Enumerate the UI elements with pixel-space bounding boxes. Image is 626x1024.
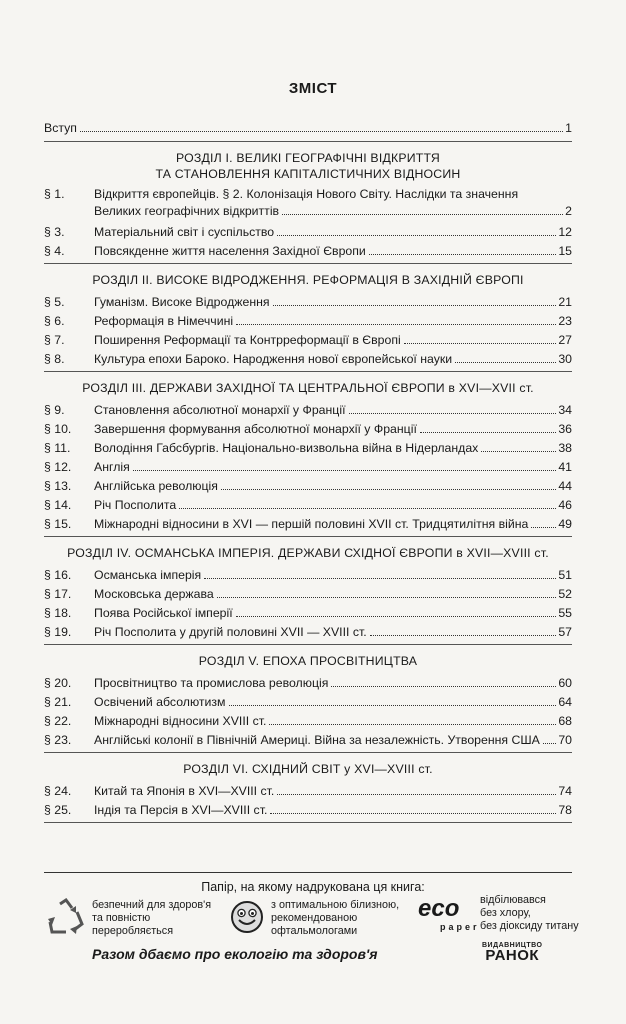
toc-page-number: 38 bbox=[558, 441, 572, 455]
info-line: офтальмологами bbox=[271, 925, 358, 937]
toc-entry-title: Англія bbox=[94, 460, 130, 474]
toc-entry-title: Річ Посполита у другій половині XVII — XVIII ст. bbox=[94, 625, 367, 639]
toc-entry-title: Англійські колонії в Північній Америці. Війна за незалежність. Утворення США bbox=[94, 733, 540, 747]
toc-page-number: 74 bbox=[558, 784, 572, 798]
toc-entry[interactable] bbox=[44, 241, 572, 260]
dot-leader bbox=[229, 705, 557, 706]
toc-entry[interactable] bbox=[44, 711, 572, 730]
section-heading-line: РОЗДІЛ І. ВЕЛИКІ ГЕОГРАФІЧНІ ВІДКРИТТЯ bbox=[175, 151, 441, 165]
toc-entry[interactable] bbox=[44, 781, 572, 800]
dot-leader bbox=[282, 214, 563, 215]
page-title: ЗМІСТ bbox=[288, 80, 338, 97]
section-heading bbox=[44, 545, 572, 561]
divider bbox=[44, 536, 572, 537]
dot-leader bbox=[179, 508, 556, 509]
toc-page-number: 1 bbox=[565, 121, 572, 135]
dot-leader bbox=[217, 597, 557, 598]
toc-page-number: 68 bbox=[558, 714, 572, 728]
info-line: переробляється bbox=[92, 925, 174, 937]
paragraph-number: § 6. bbox=[44, 314, 65, 328]
paragraph-number: § 1. bbox=[44, 187, 65, 201]
divider bbox=[44, 822, 572, 823]
toc-entry-title: Відкриття європейців. § 2. Колонізація Нового Світу. Наслідки та значення bbox=[94, 187, 519, 201]
toc-page-number: 51 bbox=[558, 568, 572, 582]
toc-entry-title: Китай та Японія в XVI—XVIII ст. bbox=[94, 784, 275, 798]
dot-leader bbox=[273, 305, 557, 306]
dot-leader bbox=[270, 813, 556, 814]
toc-entry[interactable] bbox=[44, 476, 572, 495]
section-heading-line: РОЗДІЛ IV. ОСМАНСЬКА ІМПЕРІЯ. ДЕРЖАВИ СХІДНОЇ ЄВРОПИ в XVII—XVIII ст. bbox=[67, 546, 549, 560]
divider bbox=[44, 644, 572, 645]
toc-entry-title: Англійська революція bbox=[94, 479, 218, 493]
toc-entry[interactable] bbox=[44, 400, 572, 419]
table-of-contents bbox=[44, 118, 572, 823]
dot-leader bbox=[269, 724, 556, 725]
info-line: безпечний для здоров'я bbox=[92, 899, 212, 911]
section-heading-line: РОЗДІЛ V. ЕПОХА ПРОСВІТНИЦТВА bbox=[198, 654, 418, 668]
paragraph-number: § 9. bbox=[44, 403, 65, 417]
paragraph-number: § 8. bbox=[44, 352, 65, 366]
paragraph-number: § 10. bbox=[44, 422, 72, 436]
paragraph-number: § 7. bbox=[44, 333, 65, 347]
footer-divider bbox=[44, 872, 572, 873]
toc-entry-intro[interactable] bbox=[44, 118, 572, 137]
toc-entry[interactable] bbox=[44, 495, 572, 514]
paper-bleaching-info bbox=[480, 894, 579, 933]
toc-entry[interactable] bbox=[44, 565, 572, 584]
paragraph-number: § 5. bbox=[44, 295, 65, 309]
info-line: без хлору, bbox=[480, 907, 531, 919]
dot-leader bbox=[420, 432, 556, 433]
dot-leader bbox=[236, 324, 556, 325]
info-line: з оптимальною білизною, bbox=[271, 899, 400, 911]
toc-entry-title: Володіння Габсбургів. Національно-визвольна війна в Нідерландах bbox=[94, 441, 479, 455]
dot-leader bbox=[133, 470, 557, 471]
toc-entry-title: Міжнародні відносини в XVI — першій половині XVII ст. Тридцятилітня війна bbox=[94, 517, 529, 531]
toc-entry-title: Матеріальний світ і суспільство bbox=[94, 225, 275, 239]
toc-entry[interactable] bbox=[44, 222, 572, 241]
paragraph-number: § 20. bbox=[44, 676, 72, 690]
section-heading bbox=[44, 150, 572, 182]
toc-entry[interactable] bbox=[44, 622, 572, 641]
toc-entry-title: Освічений абсолютизм bbox=[94, 695, 226, 709]
toc-entry-title: Великих географічних відкриттів bbox=[94, 204, 280, 218]
recycle-icon bbox=[46, 898, 86, 941]
toc-entry[interactable] bbox=[44, 730, 572, 749]
toc-entry[interactable] bbox=[44, 419, 572, 438]
divider bbox=[44, 263, 572, 264]
toc-page-number: 36 bbox=[558, 422, 572, 436]
dot-leader bbox=[455, 362, 556, 363]
toc-page-number: 60 bbox=[558, 676, 572, 690]
toc-entry[interactable] bbox=[44, 692, 572, 711]
toc-page-number: 55 bbox=[558, 606, 572, 620]
toc-page-number: 27 bbox=[558, 333, 572, 347]
paragraph-number: § 4. bbox=[44, 244, 65, 258]
smiley-icon bbox=[230, 900, 264, 939]
dot-leader bbox=[370, 635, 557, 636]
paper-info-heading: Папір, на якому надрукована ця книга: bbox=[201, 880, 425, 894]
info-line: рекомендованою bbox=[271, 912, 358, 924]
toc-page-number: 12 bbox=[558, 225, 572, 239]
info-line: без діоксиду титану bbox=[480, 920, 579, 932]
toc-page-number: 30 bbox=[558, 352, 572, 366]
toc-entry-title: Поширення Реформації та Контрреформації в Європі bbox=[94, 333, 401, 347]
paragraph-number: § 18. bbox=[44, 606, 72, 620]
paragraph-number: § 16. bbox=[44, 568, 72, 582]
section-heading-line: РОЗДІЛ VI. СХІДНИЙ СВІТ у XVI—XVIII ст. bbox=[183, 762, 433, 776]
divider bbox=[44, 371, 572, 372]
toc-entry-title: Завершення формування абсолютної монархії у Франції bbox=[94, 422, 417, 436]
toc-page-number: 21 bbox=[558, 295, 572, 309]
dot-leader bbox=[531, 527, 556, 528]
paragraph-number: § 24. bbox=[44, 784, 72, 798]
toc-entry[interactable] bbox=[44, 186, 572, 222]
paragraph-number: § 13. bbox=[44, 479, 72, 493]
dot-leader bbox=[80, 131, 563, 132]
section-heading bbox=[44, 380, 572, 396]
dot-leader bbox=[543, 743, 556, 744]
paper-whiteness-info bbox=[271, 899, 399, 938]
paragraph-number: § 19. bbox=[44, 625, 72, 639]
publisher-label: ВИДАВНИЦТВО bbox=[482, 942, 543, 949]
toc-page-number: 78 bbox=[558, 803, 572, 817]
toc-entry[interactable] bbox=[44, 800, 572, 819]
slogan: Разом дбаємо про екологію та здоров'я bbox=[92, 946, 378, 962]
paragraph-number: § 22. bbox=[44, 714, 72, 728]
dot-leader bbox=[277, 794, 556, 795]
divider bbox=[44, 752, 572, 753]
divider bbox=[44, 141, 572, 142]
toc-entry-title: Індія та Персія в XVI—XVIII ст. bbox=[94, 803, 268, 817]
toc-page-number: 23 bbox=[558, 314, 572, 328]
toc-entry-title: Реформація в Німеччині bbox=[94, 314, 234, 328]
paragraph-number: § 12. bbox=[44, 460, 72, 474]
toc-entry-title: Річ Посполита bbox=[94, 498, 177, 512]
paragraph-number: § 15. bbox=[44, 517, 72, 531]
toc-entry-label: Вступ bbox=[44, 121, 77, 135]
toc-page-number: 64 bbox=[558, 695, 572, 709]
toc-page-number: 2 bbox=[565, 204, 572, 218]
toc-page-number: 46 bbox=[558, 498, 572, 512]
paragraph-number: § 14. bbox=[44, 498, 72, 512]
toc-entry-title: Поява Російської імперії bbox=[94, 606, 233, 620]
toc-entry-title: Османська імперія bbox=[94, 568, 202, 582]
toc-entry-title: Гуманізм. Високе Відродження bbox=[94, 295, 270, 309]
dot-leader bbox=[349, 413, 557, 414]
toc-entry[interactable] bbox=[44, 349, 572, 368]
publisher-name: РАНОК bbox=[485, 947, 540, 964]
publisher-logo bbox=[482, 942, 543, 964]
section-heading-line: РОЗДІЛ ІІІ. ДЕРЖАВИ ЗАХІДНОЇ ТА ЦЕНТРАЛЬНОЇ ЄВРОПИ в XVI—XVII ст. bbox=[82, 381, 534, 395]
toc-entry[interactable] bbox=[44, 330, 572, 349]
dot-leader bbox=[481, 451, 556, 452]
paper-safety-info bbox=[92, 899, 211, 938]
section-heading-line: ТА СТАНОВЛЕННЯ КАПІТАЛІСТИЧНИХ ВІДНОСИН bbox=[155, 167, 461, 181]
toc-page-number: 52 bbox=[558, 587, 572, 601]
dot-leader bbox=[369, 254, 557, 255]
paragraph-number: § 23. bbox=[44, 733, 72, 747]
toc-entry[interactable] bbox=[44, 311, 572, 330]
toc-entry[interactable] bbox=[44, 673, 572, 692]
toc-page-number: 15 bbox=[558, 244, 572, 258]
section-heading-line: РОЗДІЛ ІІ. ВИСОКЕ ВІДРОДЖЕННЯ. РЕФОРМАЦІЯ В ЗАХІДНІЙ ЄВРОПІ bbox=[92, 273, 524, 287]
info-line: відбілювався bbox=[480, 894, 546, 906]
dot-leader bbox=[331, 686, 556, 687]
toc-entry-title: Культура епохи Бароко. Народження нової європейської науки bbox=[94, 352, 453, 366]
dot-leader bbox=[221, 489, 556, 490]
toc-page-number: 41 bbox=[558, 460, 572, 474]
toc-page-number: 57 bbox=[558, 625, 572, 639]
section-heading bbox=[44, 653, 572, 669]
eco-paper-label: paper bbox=[440, 922, 480, 932]
toc-entry-title: Становлення абсолютної монархії у Франції bbox=[94, 403, 346, 417]
toc-page-number: 70 bbox=[558, 733, 572, 747]
toc-entry-body bbox=[94, 186, 572, 220]
toc-page-number: 34 bbox=[558, 403, 572, 417]
toc-entry-title: Московська держава bbox=[94, 587, 214, 601]
toc-entry[interactable] bbox=[44, 457, 572, 476]
dot-leader bbox=[236, 616, 557, 617]
dot-leader bbox=[277, 235, 556, 236]
toc-entry-line bbox=[94, 203, 572, 220]
dot-leader bbox=[404, 343, 557, 344]
toc-entry[interactable] bbox=[44, 514, 572, 533]
paragraph-number: § 21. bbox=[44, 695, 72, 709]
toc-page-number: 49 bbox=[558, 517, 572, 531]
paragraph-number: § 25. bbox=[44, 803, 72, 817]
eco-logo: eco bbox=[418, 895, 460, 922]
info-line: та повністю bbox=[92, 912, 151, 924]
toc-entry-title: Повсякденне життя населення Західної Європи bbox=[94, 244, 366, 258]
section-heading bbox=[44, 761, 572, 777]
toc-entry-title: Міжнародні відносини XVIII ст. bbox=[94, 714, 267, 728]
paragraph-number: § 17. bbox=[44, 587, 72, 601]
toc-entry-title: Просвітництво та промислова революція bbox=[94, 676, 329, 690]
toc-entry[interactable] bbox=[44, 438, 572, 457]
toc-entry[interactable] bbox=[44, 603, 572, 622]
toc-entry[interactable] bbox=[44, 292, 572, 311]
toc-page-number: 44 bbox=[558, 479, 572, 493]
section-heading bbox=[44, 272, 572, 288]
dot-leader bbox=[204, 578, 556, 579]
paragraph-number: § 3. bbox=[44, 225, 65, 239]
paragraph-number: § 11. bbox=[44, 441, 71, 455]
toc-entry[interactable] bbox=[44, 584, 572, 603]
